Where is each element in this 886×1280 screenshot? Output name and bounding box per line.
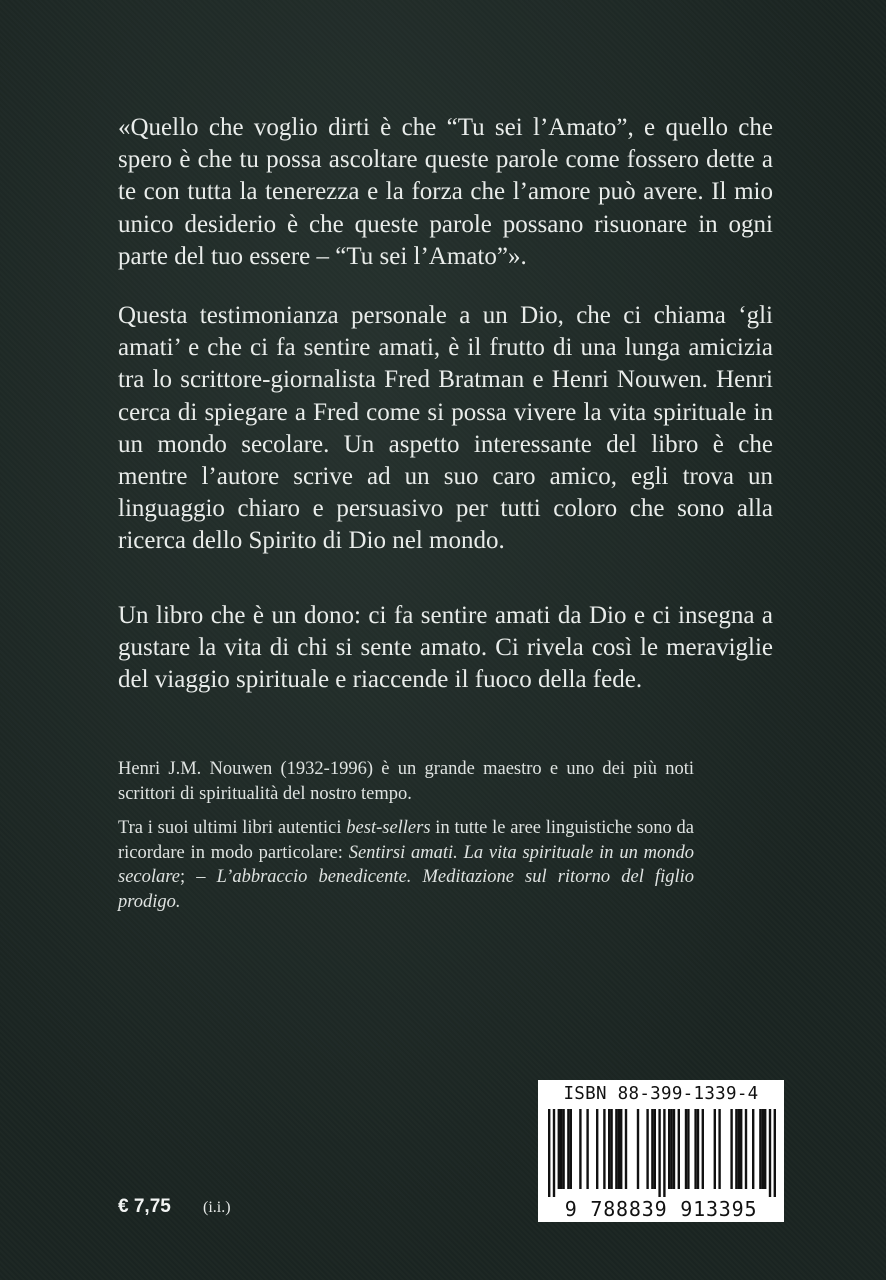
bestsellers-label: best-sellers [346, 818, 431, 838]
isbn-barcode [538, 1080, 784, 1222]
barcode-bar [764, 1109, 766, 1189]
barcode-bar [730, 1109, 732, 1189]
barcode-bar [752, 1109, 754, 1189]
barcode-bar [618, 1109, 620, 1189]
barcode-bar [553, 1109, 555, 1197]
book-title-1: Sentirsi amati. La vita spirituale in un mondo secolare [118, 842, 694, 888]
barcode-bar [694, 1109, 696, 1189]
books-lead: Tra i suoi ultimi libri autentici [118, 818, 347, 838]
isbn-label: ISBN 88-399-1339-4 [563, 1084, 759, 1104]
barcode-bar [735, 1109, 737, 1189]
author-quote: «Quello che voglio dirti è che “Tu sei l’Amato”, e quello che spero è che tu possa ascoltare queste parole come fossero dette a te con tutta la tenerezza e la forza che l’amore può avere. Il mio unico desiderio è che queste parole possano risuonare in ogni parte del tuo essere – “Tu sei l’Amato”». [118, 114, 773, 270]
barcode-bar [740, 1109, 742, 1189]
barcode-bar [673, 1109, 675, 1189]
barcode-bar [718, 1109, 720, 1189]
barcode-bar [759, 1109, 761, 1189]
barcode-bar [745, 1109, 747, 1189]
ean-digits: 9 788839 913395 [564, 1197, 758, 1221]
barcode-bar [658, 1109, 660, 1197]
barcode-bar [678, 1109, 680, 1189]
barcode-bar [603, 1109, 605, 1189]
barcode-bar [548, 1109, 550, 1197]
barcode-bar [762, 1109, 764, 1189]
barcode-bar [625, 1109, 627, 1189]
price-note: (i.i.) [203, 1199, 231, 1216]
barcode-bar [567, 1109, 569, 1189]
barcode-bar [714, 1109, 716, 1189]
barcode-bar [646, 1109, 648, 1189]
barcode-bar [570, 1109, 572, 1189]
barcode-bar [586, 1109, 588, 1189]
barcode-bar [615, 1109, 617, 1189]
books-mid: in tutte le aree linguistiche sono da ricordare in modo particolare: [118, 818, 694, 863]
book-title-2: L’abbraccio benedicente. Meditazione sul ritorno del figlio prodigo. [118, 867, 694, 912]
barcode-bar [668, 1109, 670, 1189]
author-books [118, 816, 694, 914]
barcode-bar [558, 1109, 560, 1189]
barcode-bar [663, 1109, 665, 1197]
barcode-bar [702, 1109, 704, 1189]
barcode-bar [670, 1109, 672, 1189]
barcode-bar [560, 1109, 562, 1189]
barcode-bar [562, 1109, 564, 1189]
barcode-bar [687, 1109, 689, 1189]
barcode-bar [697, 1109, 699, 1189]
barcode-bar [610, 1109, 612, 1189]
books-separator: ; – [180, 867, 217, 888]
barcode-bar [579, 1109, 581, 1189]
barcode-bar [774, 1109, 776, 1197]
barcode-bar [769, 1109, 771, 1197]
barcode-bar [654, 1109, 656, 1189]
price: € 7,75 [118, 1196, 171, 1217]
barcode-bar [608, 1109, 610, 1189]
barcode-bar [738, 1109, 740, 1189]
barcode-bar [637, 1109, 639, 1189]
barcode-bar [651, 1109, 653, 1189]
barcode-bar [620, 1109, 622, 1189]
book-description: Questa testimonianza personale a un Dio, che ci chiama ‘gli amati’ e che ci fa sentire amati, è il frutto di una lunga amicizia tra lo scrittore-giornalista Fred Bratman e Henri Nouwen. Henri cerca di spiegare a Fred come si possa vivere la vita spirituale in un mondo secolare. Un aspetto interessante del libro è che mentre l’autore scrive ad un suo caro amico, egli trova un linguaggio chiaro e persuasivo per tutti coloro che sono alla ricerca dello Spirito di Dio nel mondo. [118, 302, 773, 555]
barcode-bars [548, 1109, 776, 1197]
book-summary: Un libro che è un dono: ci fa sentire amati da Dio e ci insegna a gustare la vita di chi si sente amato. Ci rivela così le meraviglie del viaggio spirituale e riaccende il fuoco della fede. [118, 602, 773, 694]
author-bio: Henri J.M. Nouwen (1932-1996) è un grande maestro e uno dei più noti scrittori di spiritualità del nostro tempo. [118, 759, 694, 804]
barcode-bar [596, 1109, 598, 1189]
barcode-bar [685, 1109, 687, 1189]
